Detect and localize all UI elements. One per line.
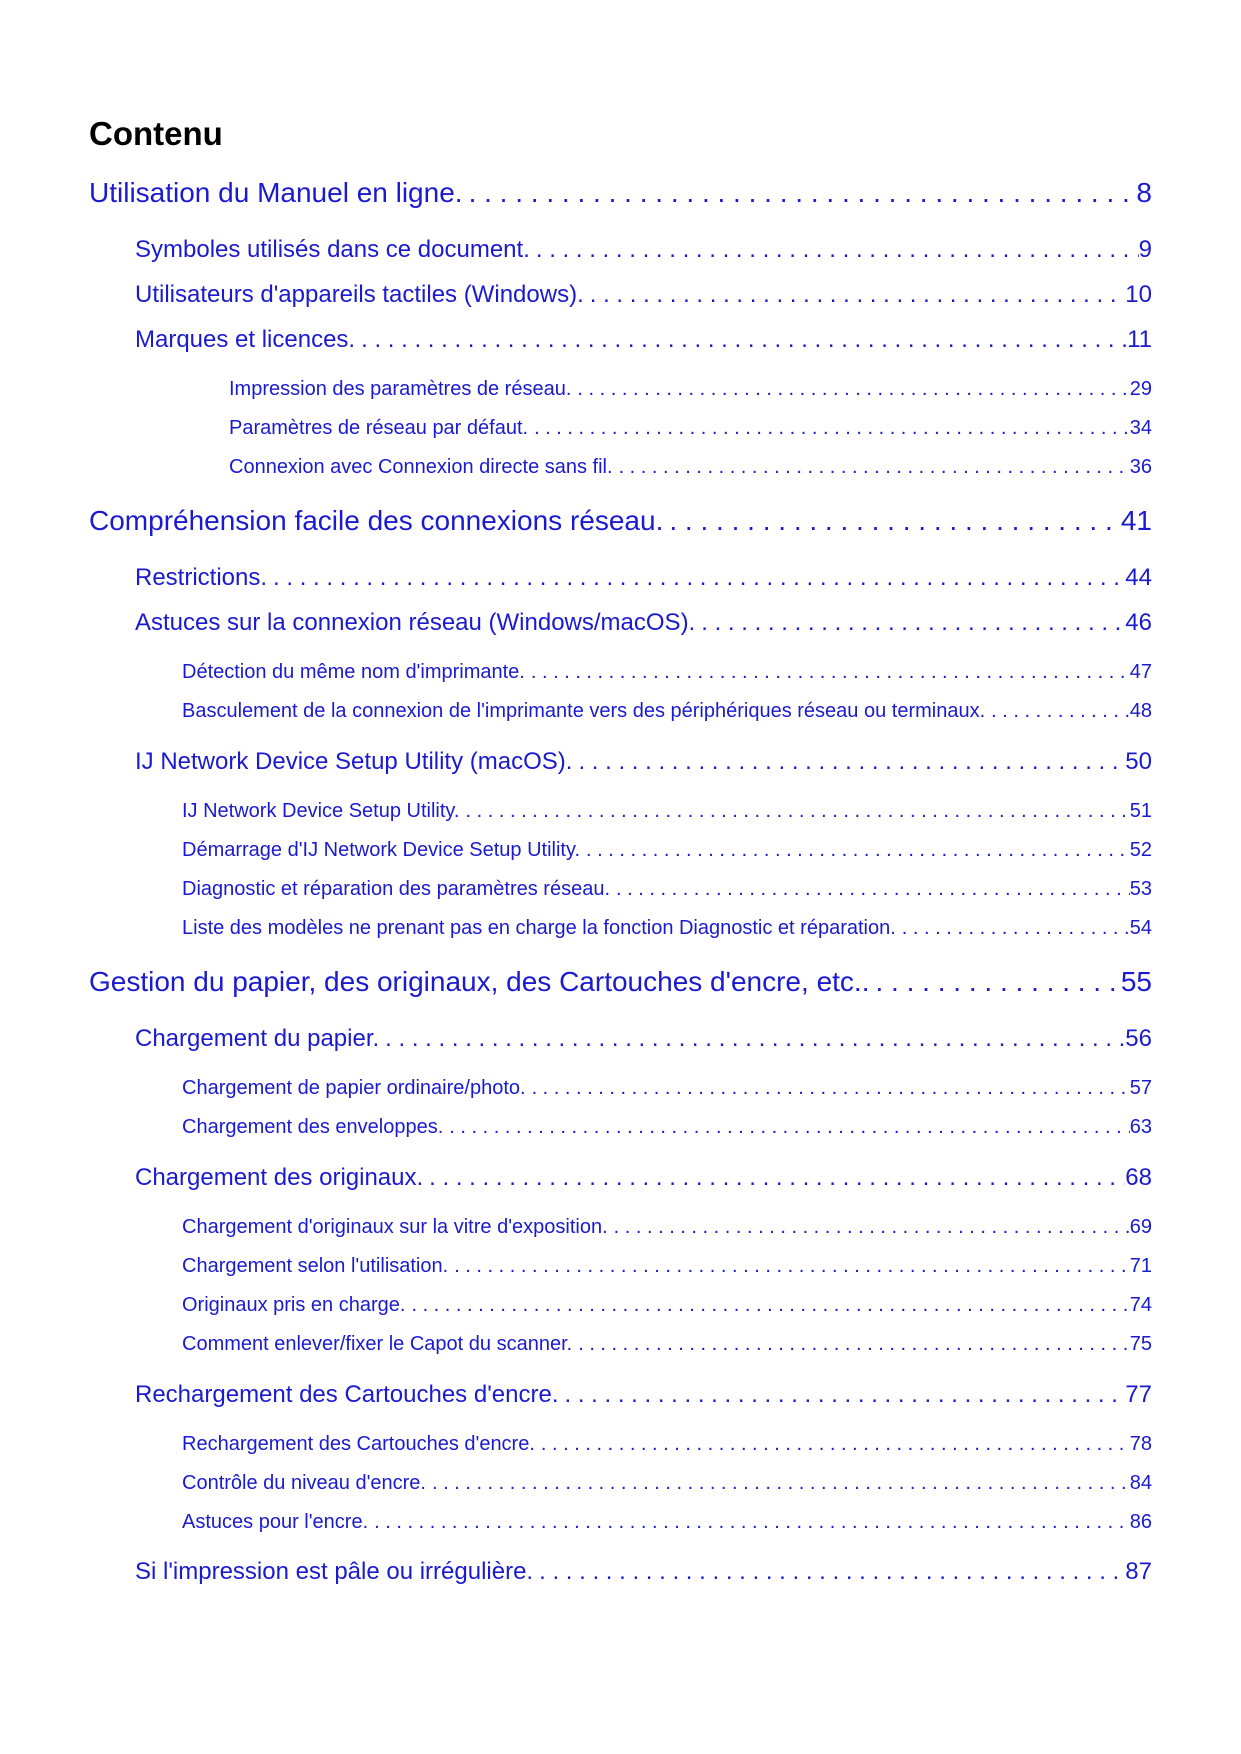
toc-entry[interactable]: [182, 1116, 1152, 1139]
toc-entry-title: Paramètres de réseau par défaut.: [229, 417, 529, 439]
toc-entry[interactable]: [182, 1433, 1152, 1456]
dot-leader: [985, 700, 1130, 723]
toc-entry-page: 46: [1125, 609, 1152, 636]
toc-entry[interactable]: [182, 1511, 1152, 1534]
toc-entry-page: 36: [1129, 456, 1152, 478]
dot-leader: [368, 1511, 1130, 1534]
toc-entry-title: Contrôle du niveau d'encre.: [182, 1472, 426, 1494]
toc-entry-page: 57: [1129, 1077, 1152, 1099]
dot-leader: [535, 1433, 1130, 1456]
toc-entry-page: 11: [1127, 326, 1152, 353]
dot-leader: [405, 1294, 1129, 1317]
toc-entry-title: Restrictions.: [135, 564, 268, 591]
toc-entry-title: Astuces pour l'encre.: [182, 1511, 369, 1533]
toc-entry[interactable]: [135, 748, 1152, 776]
toc-entry-page: 74: [1129, 1294, 1152, 1316]
dot-leader: [572, 1333, 1130, 1356]
dot-leader: [695, 609, 1125, 637]
toc-entry[interactable]: [182, 1077, 1152, 1100]
toc-entry-page: 10: [1125, 281, 1152, 308]
dot-leader: [528, 417, 1130, 440]
toc-entry-title: Chargement des enveloppes.: [182, 1116, 444, 1138]
dot-leader: [663, 505, 1121, 537]
dot-leader: [443, 1116, 1129, 1139]
toc-entry-page: 87: [1125, 1558, 1152, 1585]
toc-entry-page: 8: [1136, 177, 1152, 208]
toc-entry-page: 69: [1129, 1216, 1152, 1238]
dot-leader: [525, 661, 1130, 684]
dot-leader: [460, 800, 1130, 823]
dot-leader: [526, 1077, 1130, 1100]
toc-entry-title: Gestion du papier, des originaux, des Cartouches d'encre, etc..: [89, 966, 870, 997]
dot-leader: [267, 564, 1125, 592]
toc-entry-title: Comment enlever/fixer le Capot du scanner.: [182, 1333, 573, 1355]
dot-leader: [610, 878, 1130, 901]
toc-entry[interactable]: [135, 609, 1152, 637]
toc-entry[interactable]: [135, 236, 1152, 264]
toc-entry[interactable]: [135, 1164, 1152, 1192]
toc-entry-page: 44: [1125, 564, 1152, 591]
dot-leader: [463, 177, 1137, 209]
toc-entry-title: Marques et licences.: [135, 326, 356, 353]
toc-entry-title: Utilisateurs d'appareils tactiles (Windows).: [135, 281, 584, 308]
toc-entry-page: 47: [1129, 661, 1152, 683]
dot-leader: [355, 326, 1127, 354]
toc-entry-title: Démarrage d'IJ Network Device Setup Utility.: [182, 839, 581, 861]
dot-leader: [572, 748, 1125, 776]
dot-leader: [584, 281, 1126, 309]
toc-entry-page: 86: [1129, 1511, 1152, 1533]
toc-entry[interactable]: [182, 1255, 1152, 1278]
toc-entry-title: Basculement de la connexion de l'imprimante vers des périphériques réseau ou terminaux.: [182, 700, 986, 722]
dot-leader: [533, 1558, 1125, 1586]
toc-entry[interactable]: [229, 456, 1152, 479]
toc-entry-page: 71: [1129, 1255, 1152, 1277]
toc-entry-title: Connexion avec Connexion directe sans fil.: [229, 456, 613, 478]
dot-leader: [580, 839, 1130, 862]
dot-leader: [448, 1255, 1130, 1278]
toc-entry[interactable]: [135, 564, 1152, 592]
toc-entry-title: IJ Network Device Setup Utility (macOS).: [135, 748, 573, 775]
toc-entry[interactable]: [182, 917, 1152, 940]
toc-entry[interactable]: [182, 1294, 1152, 1317]
toc-entry-title: Rechargement des Cartouches d'encre.: [135, 1381, 559, 1408]
toc-entry[interactable]: [89, 966, 1152, 998]
dot-leader: [379, 1025, 1125, 1053]
toc-entry-title: Originaux pris en charge.: [182, 1294, 406, 1316]
toc-entry[interactable]: [182, 1216, 1152, 1239]
toc-entry-page: 51: [1129, 800, 1152, 822]
toc-entry[interactable]: [182, 661, 1152, 684]
toc-entry-page: 29: [1129, 378, 1152, 400]
toc-entry-page: 9: [1138, 236, 1152, 263]
page-title: Contenu: [89, 115, 223, 152]
toc-entry[interactable]: [182, 800, 1152, 823]
dot-leader: [571, 378, 1129, 401]
toc-entry-title: Chargement selon l'utilisation.: [182, 1255, 449, 1277]
toc-entry-page: 50: [1125, 748, 1152, 775]
toc-entry[interactable]: [182, 878, 1152, 901]
toc-entry-title: Impression des paramètres de réseau.: [229, 378, 572, 400]
toc-entry-page: 63: [1129, 1116, 1152, 1138]
toc-entry[interactable]: [182, 1472, 1152, 1495]
toc-entry[interactable]: [89, 505, 1152, 537]
toc-entry-page: 77: [1125, 1381, 1152, 1408]
toc-entry[interactable]: [135, 326, 1152, 354]
toc-entry[interactable]: [135, 1025, 1152, 1053]
toc-entry[interactable]: [182, 839, 1152, 862]
toc-entry-page: 52: [1129, 839, 1152, 861]
toc-entry-title: Astuces sur la connexion réseau (Windows/macOS).: [135, 609, 696, 636]
toc-entry-title: Chargement des originaux.: [135, 1164, 424, 1191]
toc-entry-title: Rechargement des Cartouches d'encre.: [182, 1433, 535, 1455]
toc-entry-title: Diagnostic et réparation des paramètres réseau.: [182, 878, 611, 900]
toc-entry-title: Compréhension facile des connexions réseau.: [89, 505, 664, 536]
toc-entry-page: 34: [1129, 417, 1152, 439]
toc-entry[interactable]: [89, 177, 1152, 209]
toc-entry-page: 41: [1120, 505, 1152, 536]
toc-entry-page: 55: [1120, 966, 1152, 997]
dot-leader: [608, 1216, 1130, 1239]
toc-entry[interactable]: [182, 700, 1152, 723]
toc-entry-page: 75: [1129, 1333, 1152, 1355]
toc-entry-title: Symboles utilisés dans ce document.: [135, 236, 530, 263]
toc-entry-page: 56: [1125, 1025, 1152, 1052]
dot-leader: [530, 236, 1139, 264]
toc-entry-page: 53: [1129, 878, 1152, 900]
toc-entry-title: Détection du même nom d'imprimante.: [182, 661, 525, 683]
toc-entry-title: Utilisation du Manuel en ligne.: [89, 177, 463, 208]
toc-entry-title: Liste des modèles ne prenant pas en charge la fonction Diagnostic et réparation.: [182, 917, 896, 939]
toc-entry-page: 84: [1129, 1472, 1152, 1494]
toc-entry[interactable]: [229, 378, 1152, 401]
toc-entry-title: IJ Network Device Setup Utility.: [182, 800, 460, 822]
toc-entry-page: 68: [1125, 1164, 1152, 1191]
toc-entry[interactable]: [135, 281, 1152, 309]
dot-leader: [613, 456, 1130, 479]
dot-leader: [426, 1472, 1130, 1495]
toc-entry[interactable]: [135, 1558, 1152, 1586]
toc-entry-title: Chargement de papier ordinaire/photo.: [182, 1077, 526, 1099]
toc-entry-title: Chargement d'originaux sur la vitre d'exposition.: [182, 1216, 608, 1238]
toc-entry-page: 78: [1129, 1433, 1152, 1455]
dot-leader: [558, 1381, 1125, 1409]
toc-entry-page: 48: [1129, 700, 1152, 722]
dot-leader: [423, 1164, 1125, 1192]
dot-leader: [896, 917, 1130, 940]
toc-entry-title: Si l'impression est pâle ou irrégulière.: [135, 1558, 534, 1585]
toc-entry-title: Chargement du papier.: [135, 1025, 380, 1052]
toc-entry[interactable]: [135, 1381, 1152, 1409]
dot-leader: [869, 966, 1120, 998]
toc-entry[interactable]: [229, 417, 1152, 440]
toc-entry[interactable]: [182, 1333, 1152, 1356]
toc-entry-page: 54: [1129, 917, 1152, 939]
